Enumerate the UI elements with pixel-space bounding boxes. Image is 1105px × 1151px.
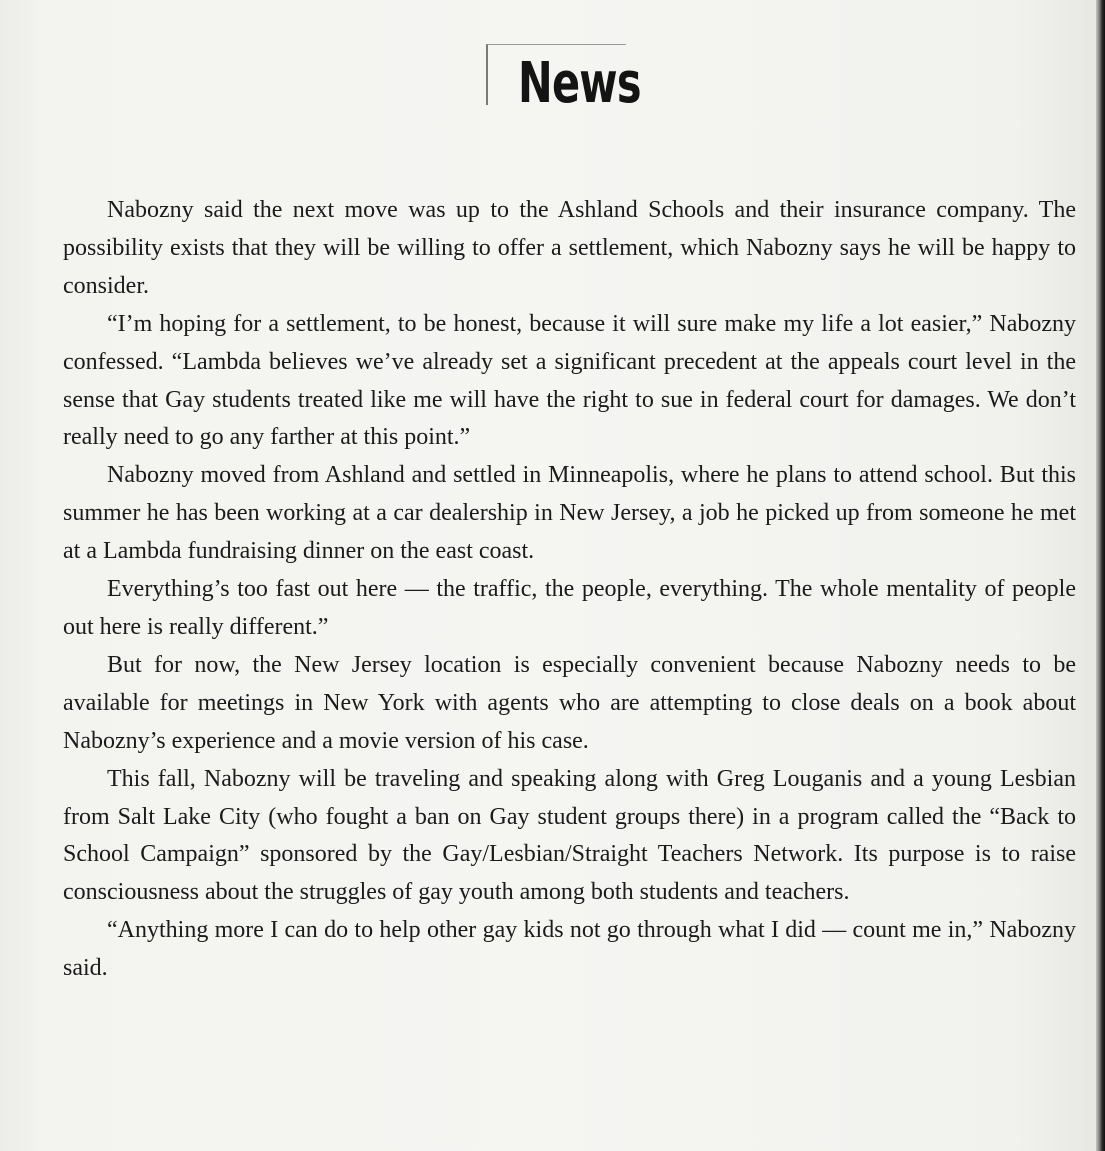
article-paragraph: This fall, Nabozny will be traveling and speaking along with Greg Louganis and a young Lesbian from Salt Lake City (who fought a ban on Gay student groups there) in a program called the “Back to School Campaign” sponsored by the Gay/Lesbian/Straight Teachers Network. Its purpose is to raise consciousness about the struggles of gay youth among both students and teachers. (63, 765, 1076, 906)
page-edge-shadow (1096, 0, 1105, 1151)
article-paragraph: “I’m hoping for a settlement, to be honest, because it will sure make my life a lot easier,” Nabozny confessed. “Lambda believes we’ve already set a significant precedent at the appeals court level in the sense that Gay students treated like me will have the right to sue in federal court for damages. We don’t really need to go any farther at this point.” (63, 310, 1076, 451)
article-paragraph: But for now, the New Jersey location is especially convenient because Nabozny needs to be available for meetings in New York with agents who are attempting to close deals on a book about Nabozny’s experience and a movie version of his case. (63, 651, 1076, 754)
article-body (63, 192, 1076, 988)
article-paragraph: Nabozny said the next move was up to the Ashland Schools and their insurance company. The possibility exists that they will be willing to offer a settlement, which Nabozny says he will be happy to consider. (63, 197, 1076, 299)
article-paragraph: Everything’s too fast out here — the traffic, the people, everything. The whole mentality of people out here is really different.” (63, 576, 1076, 640)
section-title: News (518, 51, 641, 116)
article-paragraph: “Anything more I can do to help other gay kids not go through what I did — count me in,” Nabozny said. (63, 917, 1076, 982)
article-paragraph: Nabozny moved from Ashland and settled in Minneapolis, where he plans to attend school. But this summer he has been working at a car dealership in New Jersey, a job he picked up from someone he met at a Lambda fundraising dinner on the east coast. (63, 462, 1076, 565)
